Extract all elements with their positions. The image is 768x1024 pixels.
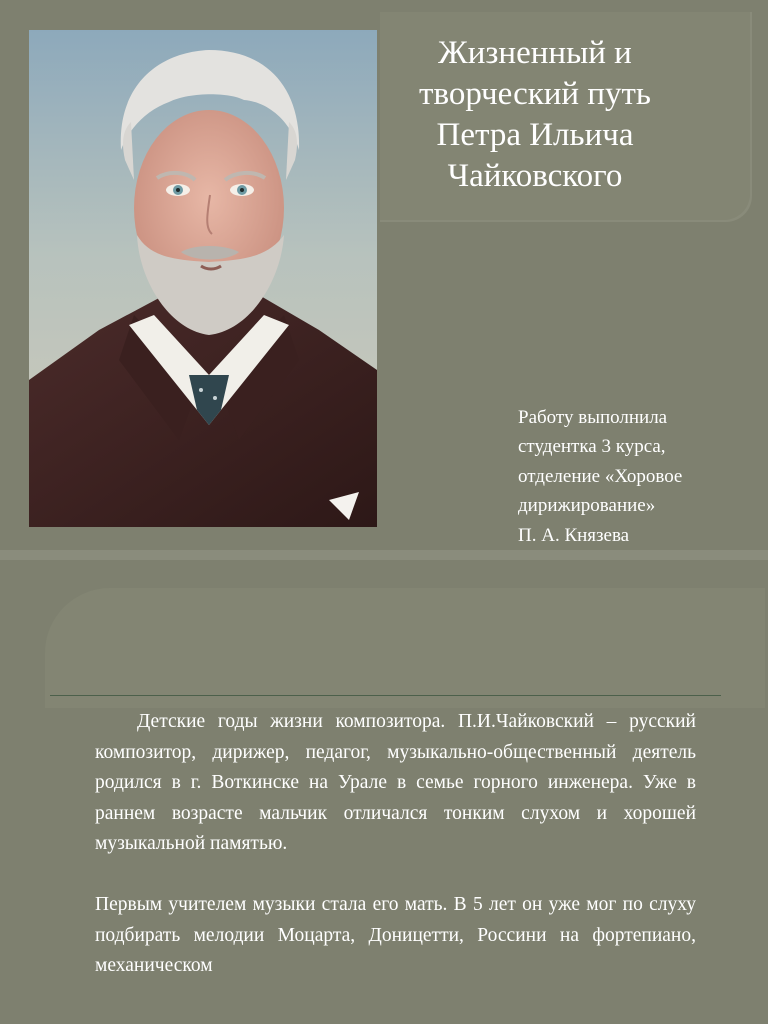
- biography-slide: [0, 560, 768, 1024]
- header-panel: [45, 588, 765, 708]
- paragraph: Детские годы жизни композитора. П.И.Чайковский – русский композитор, дирижер, педагог, музыкально-общественный деятель родился в г. Воткинске на Урале в семье горного инженера. Уже в раннем возрасте мальчик отличался тонким слухом и хорошей музыкальной памятью.: [95, 711, 696, 854]
- biography-text: [95, 707, 696, 982]
- composer-portrait: [29, 30, 377, 527]
- page-divider: [0, 550, 768, 560]
- paragraph: Первым учителем музыки стала его мать. В 5 лет он уже мог по слуху подбирать мелодии Моцарта, Доницетти, Россини на фортепиано, механическом: [95, 894, 696, 976]
- author-credits: Работу выполнила студентка 3 курса, отделение «Хоровое дирижирование» П. А. Князева: [518, 407, 683, 546]
- divider-line: [50, 695, 721, 696]
- presentation-title: Жизненный и творческий путь Петра Ильича Чайковского: [419, 35, 651, 194]
